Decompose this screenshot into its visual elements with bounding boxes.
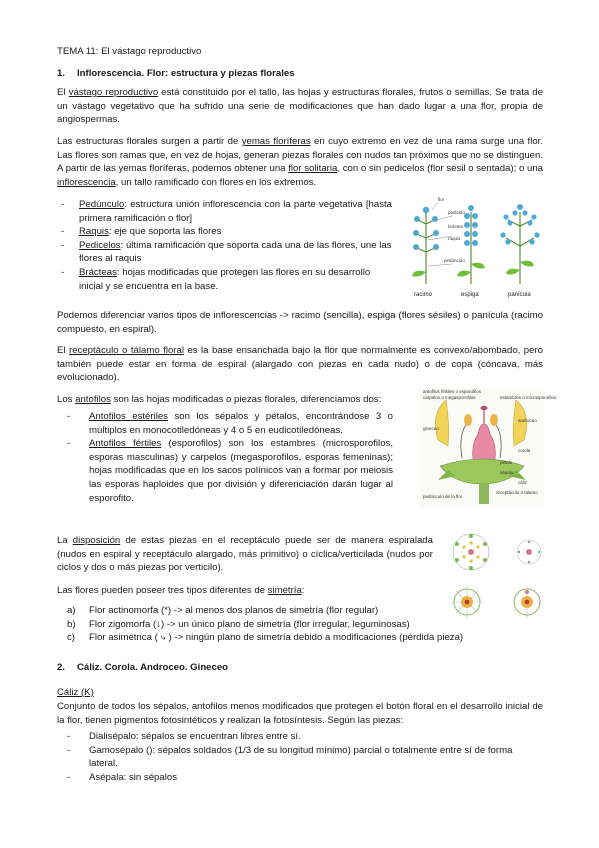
section-title: Inflorescencia. Flor: estructura y piezas florales [77,68,295,79]
list-item: c) Flor asimétrica ( ⤷ ) -> ningún plano de simetría debido a modificaciones (pérdida pieza) [67,632,464,644]
section-2-heading [57,661,543,675]
floral-diagrams [443,530,547,626]
section-number: 1. [57,68,66,79]
label-raquis: raquis [448,236,461,241]
svg-text:carpelos o megasporofilos: carpelos o megasporofilos [423,395,476,400]
actinomorphic-diagram [451,586,483,618]
paragraph-caliz: Conjunto de todos los sépalos, antofilos menos modificados que protegen el botón floral en el desarrollo inicial de la flor, tienen pigmentos fotosintéticos y realizan la fotosíntesis. Según las piezas: [57,701,543,726]
paragraph-inflorescence-types: Podemos diferenciar varios tipos de inflorescencias -> racimo (sencilla), espiga (flores sésiles) o panícula (racimo compuesto, en espiral). [57,310,543,335]
svg-text:receptáculo o tálamo: receptáculo o tálamo [496,490,538,495]
topic-title: : El vástago reproductivo [95,46,202,57]
label-bractea: bráctea [448,224,464,229]
inflorescence-diagram [408,192,548,300]
term-inflorescencia: inflorescencia [57,176,116,188]
svg-text:cáliz: cáliz [518,480,528,485]
svg-text:estambres o microsporofilos: estambres o microsporofilos [500,395,557,400]
label-peduncul: pedúnculo [444,258,465,263]
document-title [57,45,543,59]
list-item: - Antofilos estériles son los sépalos y pétalos, encontrándose 3 o múltiplos en monocotiledóneas y 4 o 5 en eudicotiledóneas. [67,411,393,436]
svg-text:androceo: androceo [518,418,537,423]
list-item: - Brácteas: hojas modificadas que protegen las flores en su desarrollo inicial y se encuentra en la base. [61,266,371,292]
label-espiga: espiga [461,292,479,298]
paragraph-simetria: Las flores pueden poseer tres tipos diferentes de simetría: [57,585,305,596]
paragraph-vastago: El vástago reproductivo está constituido por el tallo, las hojas y estructuras florales, frutos o semillas. Se trata de un vástago vegetativo que ha sufrido una serie de modificaciones que han dado lugar a una flor, propia de angiospermas. [57,87,543,126]
svg-text:pedúnculo de la flor: pedúnculo de la flor [423,494,463,499]
list-item: - Dialisépalo: sépalos se encuentran libres entre sí. [67,731,301,742]
spiral-diagram [453,534,489,570]
svg-text:pétalo: pétalo [500,460,513,465]
flower-anatomy-diagram [420,388,557,506]
list-item: - Gamosépalo (): sépalos soldados (1/3 de su longitud mínimo) parcial o totalmente entre sí de forma lateral. [67,744,513,770]
list-item: a) Flor actinomorfa (*) -> al menos dos planos de simetría (flor regular) [67,605,379,616]
list-item: - Asépala: sin sépalos [67,771,177,783]
term-disposicion: disposición [72,535,121,546]
cyclic-diagram [517,540,541,564]
term-yemas: yemas floríferas [241,136,311,147]
caliz-heading: Cáliz (K) [57,687,94,698]
list-item: - Pedicelos: última ramificación que soporta cada una de las flores, une las flores al raquis [61,239,392,265]
list-item: - Raquis: eje que soporta las flores [61,226,222,238]
caliz-types-list [57,730,543,784]
paragraph-receptaculo: El receptáculo o tálamo floral es la base ensanchada bajo la flor que normalmente es convexo/abombado, pero también puede estar en forma de espiral (alargado con piezas en cada nudo) o de copa (cóncava, más evolucionado). [57,345,543,384]
section-number: 2. [57,662,66,673]
svg-text:gineceo: gineceo [423,426,439,431]
inflorescence-parts-list [57,198,392,293]
svg-text:antofilos fértiles o esporofil: antofilos fértiles o esporofilos [423,389,482,394]
paragraph-antofilos: Los antofilos son las hojas modificadas o piezas florales, diferenciamos dos: [57,394,382,405]
term-flor-solitaria: flor solitaria [288,163,338,175]
term-vastago: vástago reproductivo [68,87,159,98]
svg-text:corola: corola [518,448,531,453]
paragraph-disposicion: La disposición de estas piezas en el receptáculo puede ser de manera espiralada (nudos en espiral y receptáculo alargado, más primitivo) o cíclica/verticilada (nudos por ciclos y dos o más piezas por verticilo). [57,535,433,574]
list-item: b) Flor zigomorfa (↓) -> un único plano de simetría (flor irregular, leguminosas) [67,618,410,630]
list-item: - Pedúnculo: estructura unión inflorescencia con la parte vegetativa [hasta primera ramificación o flor] [61,199,392,224]
label-racimo: racimo [414,292,433,298]
antofilos-list [57,410,393,505]
label-flor: flor [438,197,445,202]
term-receptaculo: receptáculo o tálamo floral [69,345,184,356]
section-1-heading [57,67,543,81]
term-simetria: simetría [267,585,302,596]
list-item: - Antofilos fértiles (esporofilos) son los estambres (microsporofilos, esporas masculinas) y carpelos (megasporofilos, esporas femeninas); hojas modificadas que en los sacos polínicos van a formar por meiosis las esporas haploides que por división y diferenciación darán lugar al esporofito. [67,438,393,504]
paragraph-yemas: Las estructuras florales surgen a partir de yemas floríferas en cuyo extremo en vez de una rama surge una flor. Las flores son ramas que, en vez de hojas, generan piezas florales con nudos tan próximos que no se distinguen. A partir de las yemas floríferas, podemos obtener una flor solitaria, con o sin pedicelos (flor sésil o sentada); o una inflorescencia, un tallo ramificado con flores en los extremos. [57,136,543,188]
term-antofilos: antofilos [75,394,111,405]
topic-number: TEMA 11 [57,46,96,57]
svg-text:sépalo: sépalo [500,470,514,475]
section-title: Cáliz. Corola. Androceo. Gineceo [77,662,229,673]
label-panicula: panícula [508,292,531,298]
label-pedicelo: pedicelo [448,210,465,215]
zygomorphic-diagram [514,586,540,618]
